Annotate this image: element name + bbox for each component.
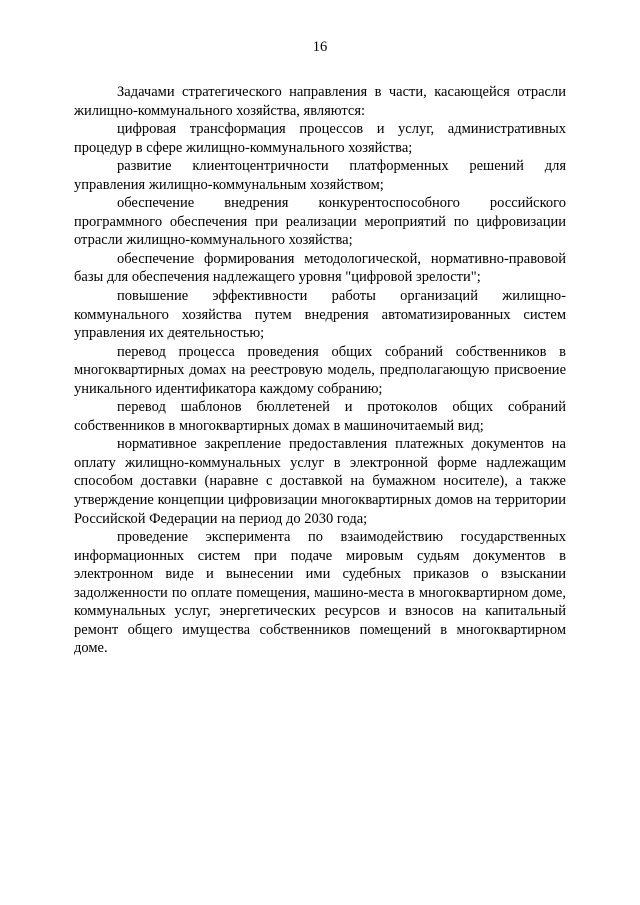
list-item-client-centricity: развитие клиентоцентричности платформенных решений для управления жилищно-коммунальным хозяйством; [74, 158, 566, 193]
list-item-efficiency: повышение эффективности работы организаций жилищно-коммунального хозяйства путем внедрения автоматизированных систем управления их деятельностью; [74, 288, 566, 342]
list-item-electronic-payments: нормативное закрепление предоставления платежных документов на оплату жилищно-коммунальных услуг в электронной форме надлежащим способом доставки (наравне с доставкой на бумажном носителе), а также утверждение концепции цифровизации многоквартирных домов на территории Российской Федерации на период до 2030 года; [74, 436, 566, 527]
document-body [74, 83, 566, 658]
list-item-machine-readable: перевод шаблонов бюллетеней и протоколов общих собраний собственников в многоквартирных домах в машиночитаемый вид; [74, 399, 566, 434]
list-item-experiment: проведение эксперимента по взаимодействию государственных информационных систем при подаче мировым судьям документов в электронном виде и вынесении ими судебных приказов о взыскании задолженности по оплате помещения, машино-места в многоквартирном доме, коммунальных услуг, энергетических ресурсов и взносов на капитальный ремонт общего имущества собственников помещений в многоквартирном доме. [74, 529, 566, 657]
list-item-registry-model: перевод процесса проведения общих собраний собственников в многоквартирных домах на реестровую модель, предполагающую присвоение уникального идентификатора каждому собранию; [74, 343, 566, 397]
list-item-regulatory-base: обеспечение формирования методологической, нормативно-правовой базы для обеспечения надлежащего уровня "цифровой зрелости"; [74, 250, 566, 286]
intro-paragraph: Задачами стратегического направления в части, касающейся отрасли жилищно-коммунального хозяйства, являются: [74, 84, 566, 119]
page-number: 16 [312, 39, 328, 55]
list-item-digital-transformation: цифровая трансформация процессов и услуг, административных процедур в сфере жилищно-коммунального хозяйства; [74, 121, 566, 156]
list-item-russian-software: обеспечение внедрения конкурентоспособного российского программного обеспечения при реализации мероприятий по цифровизации отрасли жилищно-коммунального хозяйства; [74, 195, 566, 249]
